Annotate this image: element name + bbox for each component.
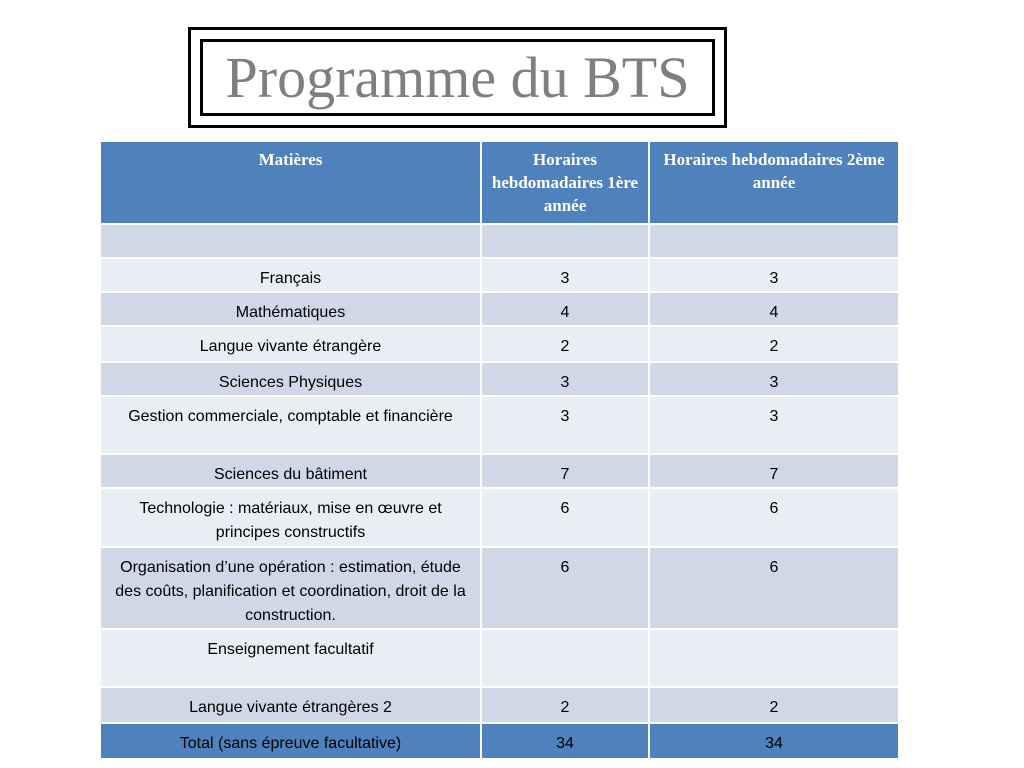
subject-cell: Gestion commerciale, comptable et financière — [101, 396, 481, 454]
page-title: Programme du BTS — [225, 44, 690, 110]
total-label-cell: Total (sans épreuve facultative) — [101, 723, 481, 759]
subject-cell: Mathématiques — [101, 292, 481, 326]
subject-cell: Organisation d’une opération : estimation, étude des coûts, planification et coordination, droit de la construction. — [101, 547, 481, 629]
year1-cell: 3 — [481, 258, 649, 292]
year2-cell — [649, 224, 899, 258]
table-row — [101, 687, 899, 723]
year1-cell: 3 — [481, 362, 649, 396]
total-year2-cell: 34 — [649, 723, 899, 759]
subject-cell: Technologie : matériaux, mise en œuvre et principes constructifs — [101, 488, 481, 547]
subject-cell: Langue vivante étrangères 2 — [101, 687, 481, 723]
table-row — [101, 629, 899, 687]
year1-cell — [481, 629, 649, 687]
subject-cell — [101, 224, 481, 258]
program-table — [101, 142, 900, 760]
year2-cell: 6 — [649, 488, 899, 547]
year1-cell — [481, 224, 649, 258]
subject-cell: Enseignement facultatif — [101, 629, 481, 687]
title-inner-frame — [200, 39, 715, 116]
year1-cell: 7 — [481, 454, 649, 488]
header-year1-hours: Horaires hebdomadaires 1ère année — [481, 142, 649, 224]
table-row — [101, 362, 899, 396]
subject-cell: Français — [101, 258, 481, 292]
year1-cell: 2 — [481, 687, 649, 723]
title-box — [188, 27, 727, 128]
table-total-row — [101, 723, 899, 759]
header-year2-hours: Horaires hebdomadaires 2ème année — [649, 142, 899, 224]
table-row — [101, 488, 899, 547]
table-row — [101, 326, 899, 362]
subject-cell: Sciences Physiques — [101, 362, 481, 396]
subject-cell: Sciences du bâtiment — [101, 454, 481, 488]
year1-cell: 4 — [481, 292, 649, 326]
year2-cell: 3 — [649, 396, 899, 454]
year1-cell: 6 — [481, 488, 649, 547]
year2-cell: 2 — [649, 326, 899, 362]
year2-cell: 3 — [649, 362, 899, 396]
total-year1-cell: 34 — [481, 723, 649, 759]
table-row — [101, 258, 899, 292]
header-subjects: Matières — [101, 142, 481, 224]
table-row — [101, 454, 899, 488]
year1-cell: 6 — [481, 547, 649, 629]
year2-cell: 2 — [649, 687, 899, 723]
table-row — [101, 224, 899, 258]
year1-cell: 3 — [481, 396, 649, 454]
subject-cell: Langue vivante étrangère — [101, 326, 481, 362]
year2-cell — [649, 629, 899, 687]
year2-cell: 4 — [649, 292, 899, 326]
year2-cell: 6 — [649, 547, 899, 629]
year2-cell: 3 — [649, 258, 899, 292]
table-row — [101, 292, 899, 326]
table-row — [101, 547, 899, 629]
table-row — [101, 396, 899, 454]
year1-cell: 2 — [481, 326, 649, 362]
table-header-row — [101, 142, 899, 224]
year2-cell: 7 — [649, 454, 899, 488]
